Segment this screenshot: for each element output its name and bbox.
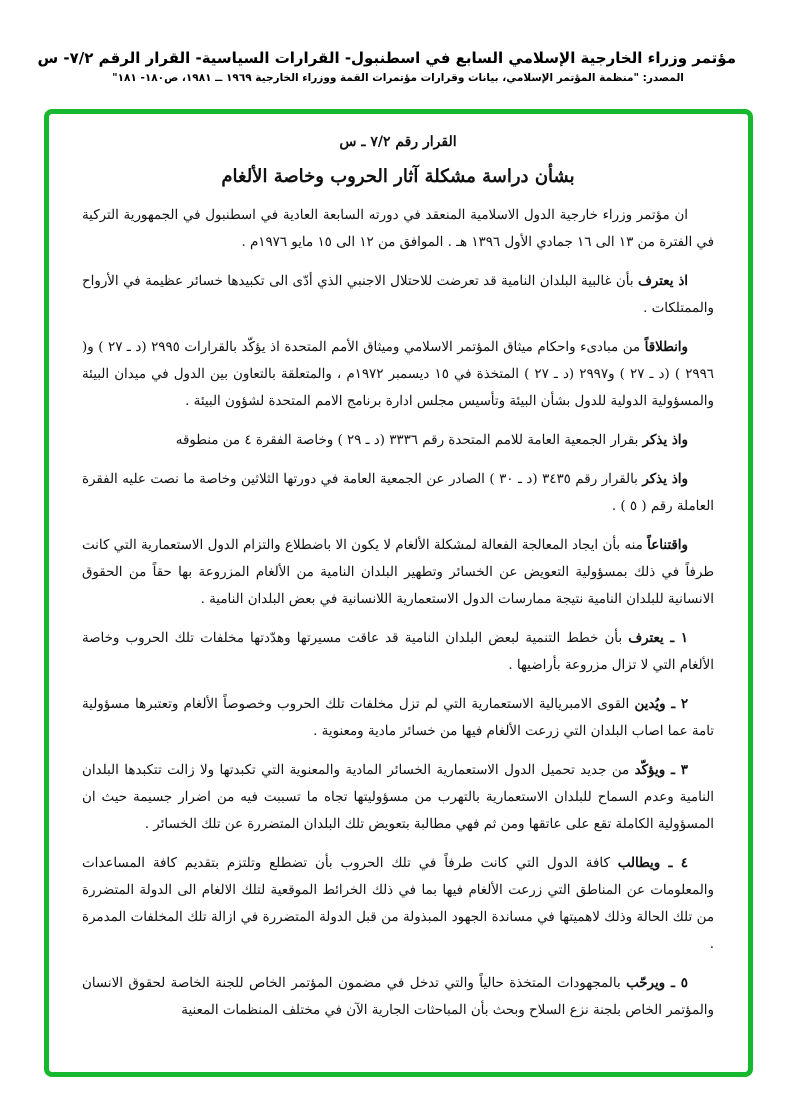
paragraph-text: ان مؤتمر وزراء خارجية الدول الاسلامية المنعقد في دورته السابعة العادية في اسطنبول في الجمهورية التركية في الفترة من ١٣ الى ١٦ جمادي الأول ١٣٩٦ هـ . الموافق من ١٢ الى ١٥ مايو ١٩٧٦م .	[82, 208, 714, 250]
paragraph-text: بأن غالبية البلدان النامية قد تعرضت للاحتلال الاجنبي الذي أدّى الى تكبيدها خسائر عظيمة في الأرواح والممتلكات .	[82, 274, 714, 316]
paragraph-lead: واذ يذكر	[642, 471, 688, 487]
paragraph-preamble-6	[82, 532, 714, 613]
paragraph-text: من مبادىء واحكام ميثاق المؤتمر الاسلامي وميثاق الأمم المتحدة اذ يؤكّد بالقرارات ٢٩٩٥ (د ـ ٢٧ ) و( ٢٩٩٦ ) (د ـ ٢٧ ) و٢٩٩٧ (د ـ ٢٧ ) المتخذة في ١٥ ديسمبر ١٩٧٢م ، والمتعلقة بالتعاون بين الدول في ميدان البيئة والمسؤولية الدولية للدول بشأن البيئة وتأسيس مجلس ادارة برنامج الامم المتحدة لشؤون البيئة .	[82, 340, 714, 409]
paragraph-lead: ٣ ـ ويؤكّد	[634, 762, 688, 778]
paragraph-text: بأن خطط التنمية لبعض البلدان النامية قد عاقت مسيرتها وهدّدتها مخلفات تلك الحروب وخاصة الألغام التي لا تزال مزروعة بأراضيها .	[82, 631, 714, 673]
paragraph-text: بالقرار رقم ٣٤٣٥ (د ـ ٣٠ ) الصادر عن الجمعية العامة في دورتها الثلاثين وخاصة ما نصت عليه الفقرة العاملة رقم ( ٥ ) .	[82, 472, 714, 514]
page-header	[37, 48, 736, 86]
paragraph-lead: وانطلاقاً	[644, 339, 688, 355]
paragraph-lead: اذ يعترف	[637, 273, 688, 289]
operative-clause-5	[82, 970, 714, 1024]
paragraph-lead: ٥ ـ ويرحّب	[626, 975, 688, 991]
paragraph-text: كافة الدول التي كانت طرفاً في تلك الحروب بأن تضطلع وتلتزم بتقديم كافة المساعدات والمعلومات عن المناطق التي زرعت الألغام فيها بما في ذلك الخرائط الموقعية لتلك الالغام الى الدولة المتضررة من تلك الحالة وذلك لاهميتها في مساندة الجهود المبذولة من قبل الدولة المتضررة في ازالة تلك المخلفات المدمرة .	[82, 856, 714, 952]
paragraph-text: منه بأن ايجاد المعالجة الفعالة لمشكلة الألغام لا يكون الا باضطلاع والتزام الدول الاستعمارية التي كانت طرفاً في ذلك بمسؤولية التعويض عن الخسائر وتطهير البلدان النامية من الألغام المزروعة بها حقاً من الحقوق الانسانية للبلدان النامية نتيجة ممارسات الدول الاستعمارية اللانسانية في بعض البلدان النامية .	[82, 538, 714, 607]
operative-clause-3	[82, 757, 714, 838]
paragraph-preamble-1	[82, 202, 714, 256]
paragraph-lead: ٤ ـ ويطالب	[617, 855, 688, 871]
paragraph-lead: واقتناعاً	[647, 537, 688, 553]
paragraph-preamble-5	[82, 466, 714, 520]
operative-clause-2	[82, 691, 714, 745]
paragraph-preamble-2	[82, 268, 714, 322]
paragraph-text: من جديد تحميل الدول الاستعمارية الخسائر المادية والمعنوية التي تكبدتها ولا زالت تتكبدها البلدان النامية وعدم السماح للبلدان الاستعمارية بالتهرب من مسؤوليتها تجاه ما تسببت فيه من اضرار جسيمة حيث ان المسؤولية الكاملة تقع على عاتقها ومن ثم فهي مطالبة بتعويض تلك البلدان المتضررة عن تلك الخسائر .	[82, 763, 714, 832]
paragraph-lead: ٢ ـ ويُدين	[634, 696, 689, 712]
paragraph-lead: واذ يذكر	[642, 432, 688, 448]
document-title: بشأن دراسة مشكلة آثار الحروب وخاصة الألغام	[221, 166, 575, 187]
paragraph-text: بقرار الجمعية العامة للامم المتحدة رقم ٣٣٣٦ (د ـ ٢٩ ) وخاصة الفقرة ٤ من منطوقه	[175, 433, 643, 448]
resolution-number: القرار رقم ٧/٢ ـ س	[339, 134, 457, 150]
document-body	[82, 126, 714, 1036]
paragraph-text: القوى الامبريالية الاستعمارية التي لم تزل مخلفات تلك الحروب وخصوصاً الألغام وتعتبرها مسؤولية تامة عما اصاب البلدان التي زرعت الألغام فيها من خسائر مادية ومعنوية .	[82, 697, 714, 739]
header-title: مؤتمر وزراء الخارجية الإسلامي السابع في اسطنبول- القرارات السياسية- القرار الرقم ٧/٢- س	[37, 49, 736, 67]
operative-clause-4	[82, 850, 714, 958]
paragraph-preamble-3	[82, 334, 714, 415]
paragraph-text: بالمجهودات المتخذة حالياً والتي تدخل في مضمون المؤتمر الخاص للجنة الخاصة لحقوق الانسان والمؤتمر الخاص بلجنة نزع السلاح وبحث بأن المباحثات الجارية الآن في مختلف المنظمات المعنية	[82, 976, 714, 1018]
paragraph-lead: ١ ـ يعترف	[628, 630, 688, 646]
operative-clause-1	[82, 625, 714, 679]
paragraph-preamble-4	[82, 427, 714, 454]
header-source: المصدر: "منظمة المؤتمر الإسلامي، بيانات وقرارات مؤتمرات القمة ووزراء الخارجية ١٩٦٩ ــ ١٩٨١، ص١٨٠- ١٨١"	[112, 72, 684, 84]
